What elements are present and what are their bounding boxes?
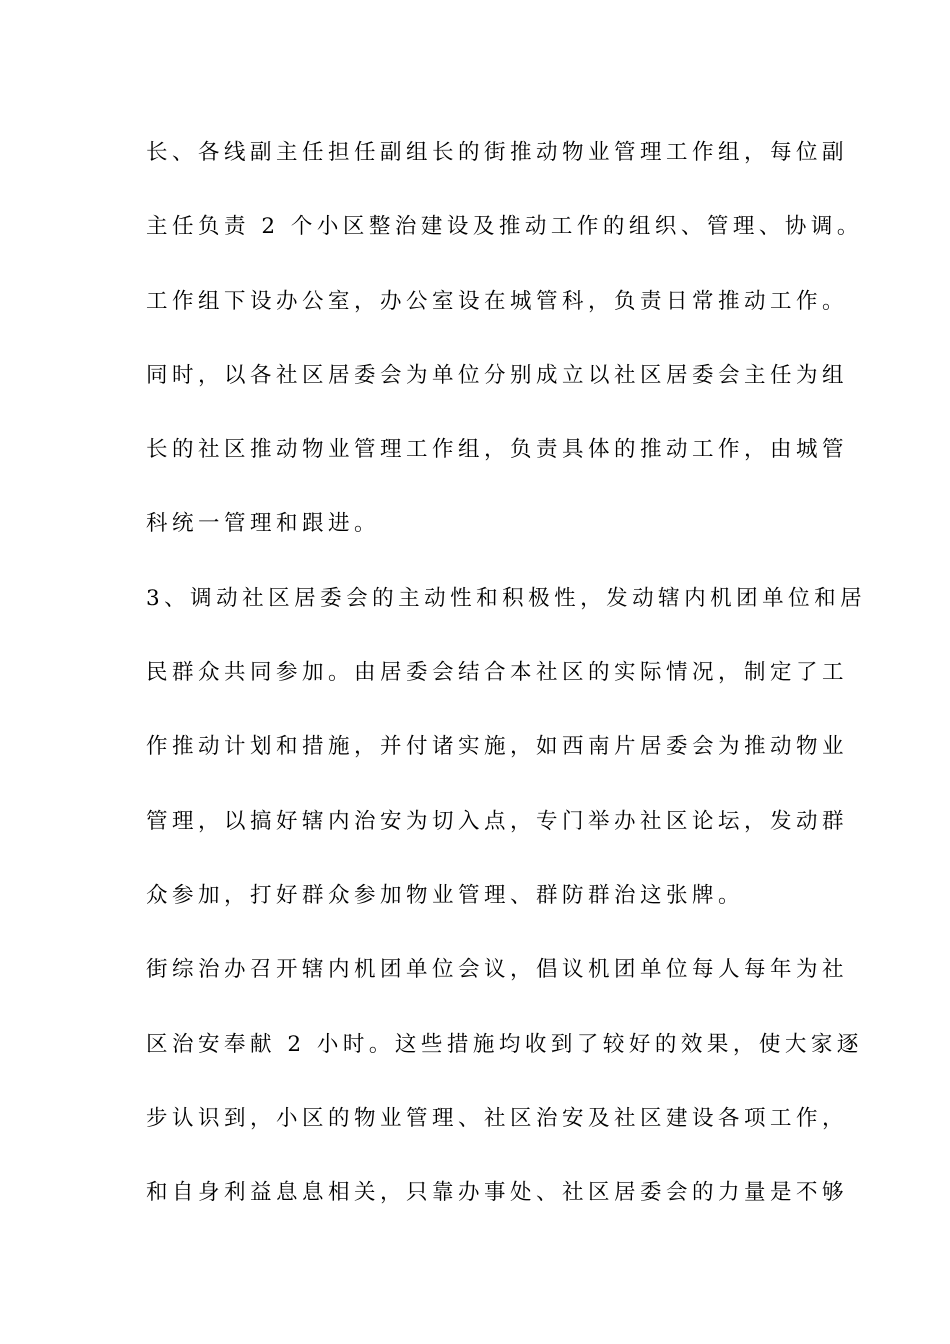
text-line: 众参加，打好群众参加物业管理、群防群治这张牌。	[146, 882, 745, 908]
text-line: 工作组下设办公室，办公室设在城管科，负责日常推动工作。	[146, 288, 849, 314]
text-line: 作推动计划和措施，并付诸实施，如西南片居委会为推动物业	[146, 734, 849, 760]
text-line: 和自身利益息息相关，只靠办事处、社区居委会的力量是不够	[146, 1180, 849, 1206]
text-line: 科统一管理和跟进。	[146, 511, 381, 537]
text-line: 3、调动社区居委会的主动性和积极性，发动辖内机团单位和居	[146, 585, 867, 611]
text-line: 管理，以搞好辖内治安为切入点，专门举办社区论坛，发动群	[146, 808, 849, 834]
text-line: 街综治办召开辖内机团单位会议，倡议机团单位每人每年为社	[146, 957, 849, 983]
body-text	[146, 130, 867, 1244]
text-line: 民群众共同参加。由居委会结合本社区的实际情况，制定了工	[146, 660, 849, 686]
text-line: 长、各线副主任担任副组长的街推动物业管理工作组，每位副	[146, 140, 849, 165]
text-line: 步认识到，小区的物业管理、社区治安及社区建设各项工作，	[146, 1105, 849, 1131]
text-line: 区治安奉献 2 小时。这些措施均收到了较好的效果，使大家逐	[146, 1031, 863, 1057]
text-line: 长的社区推动物业管理工作组，负责具体的推动工作，由城管	[146, 437, 849, 463]
text-line: 主任负责 2 个小区整治建设及推动工作的组织、管理、协调。	[146, 214, 863, 240]
text-line: 同时，以各社区居委会为单位分别成立以社区居委会主任为组	[146, 362, 849, 388]
